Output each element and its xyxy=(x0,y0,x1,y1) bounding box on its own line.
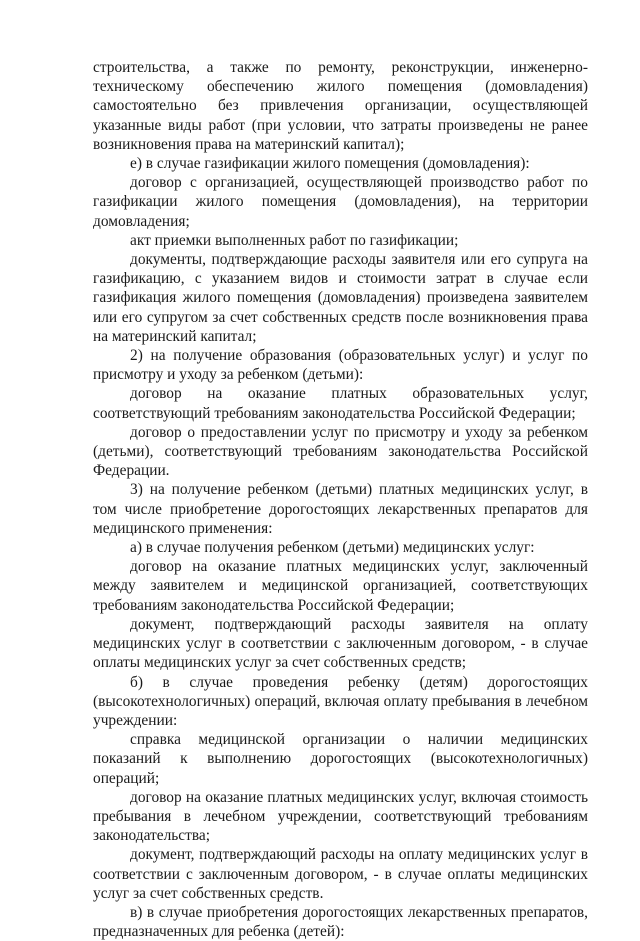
paragraph-5: документы, подтверждающие расходы заявителя или его супруга на газификацию, с указанием видов и стоимости затрат в случае если газификация жилого помещения (домовладения) произведена заявителем или его супругом за счет собственных средств после возникновения права на материнский капитал; xyxy=(93,251,588,345)
paragraph-9: 3) на получение ребенком (детьми) платных медицинских услуг, в том числе приобретение дорогостоящих лекарственных препаратов для медицинского применения: xyxy=(93,481,588,537)
paragraph-8: договор о предоставлении услуг по присмотру и уходу за ребенком (детьми), соответствующий требованиям законодательства Российской Федерации. xyxy=(93,423,588,480)
paragraph-14: справка медицинской организации о наличии медицинских показаний к выполнению дорогостоящих (высокотехнологичных) операций; xyxy=(93,731,588,787)
paragraph-4: акт приемки выполненных работ по газификации; xyxy=(130,231,459,249)
paragraph-15: договор на оказание платных медицинских услуг, включая стоимость пребывания в лечебном учреждении, соответствующий требованиям законодательства; xyxy=(93,788,588,845)
paragraph-16: документ, подтверждающий расходы на оплату медицинских услуг в соответствии с заключенным договором, - в случае оплаты медицинских услуг за счет собственных средств. xyxy=(93,846,588,902)
paragraph-10: а) в случае получения ребенком (детьми) медицинских услуг: xyxy=(130,539,535,557)
paragraph-11: договор на оказание платных медицинских услуг, заключенный между заявителем и медицинской организацией, соответствующих требованиям законодательства Российской Федерации; xyxy=(93,558,588,614)
paragraph-1: строительства, а также по ремонту, реконструкции, инженерно-техническому обеспечению жилого помещения (домовладения) самостоятельно без привлечения организации, осуществляющей указанные виды работ (при условии, что затраты произведены не ранее возникновения права на материнский капитал); xyxy=(93,59,588,153)
paragraph-7: договор на оказание платных образовательных услуг, соответствующий требованиям законодательства Российской Федерации; xyxy=(93,385,588,422)
paragraph-3: договор с организацией, осуществляющей производство работ по газификации жилого помещения (домовладения), на территории домовладения; xyxy=(93,174,588,230)
paragraph-2: е) в случае газификации жилого помещения (домовладения): xyxy=(130,155,530,173)
document-body xyxy=(93,58,588,941)
paragraph-12: документ, подтверждающий расходы заявителя на оплату медицинских услуг в соответствии с заключенным договором, - в случае оплаты медицинских услуг за счет собственных средств; xyxy=(93,615,588,672)
paragraph-6: 2) на получение образования (образовательных услуг) и услуг по присмотру и уходу за ребенком (детьми): xyxy=(93,347,588,384)
paragraph-17: в) в случае приобретения дорогостоящих лекарственных препаратов, предназначенных для ребенка (детей): xyxy=(93,903,588,941)
paragraph-13: б) в случае проведения ребенку (детям) дорогостоящих (высокотехнологичных) операций, включая оплату пребывания в лечебном учреждении: xyxy=(93,673,588,729)
